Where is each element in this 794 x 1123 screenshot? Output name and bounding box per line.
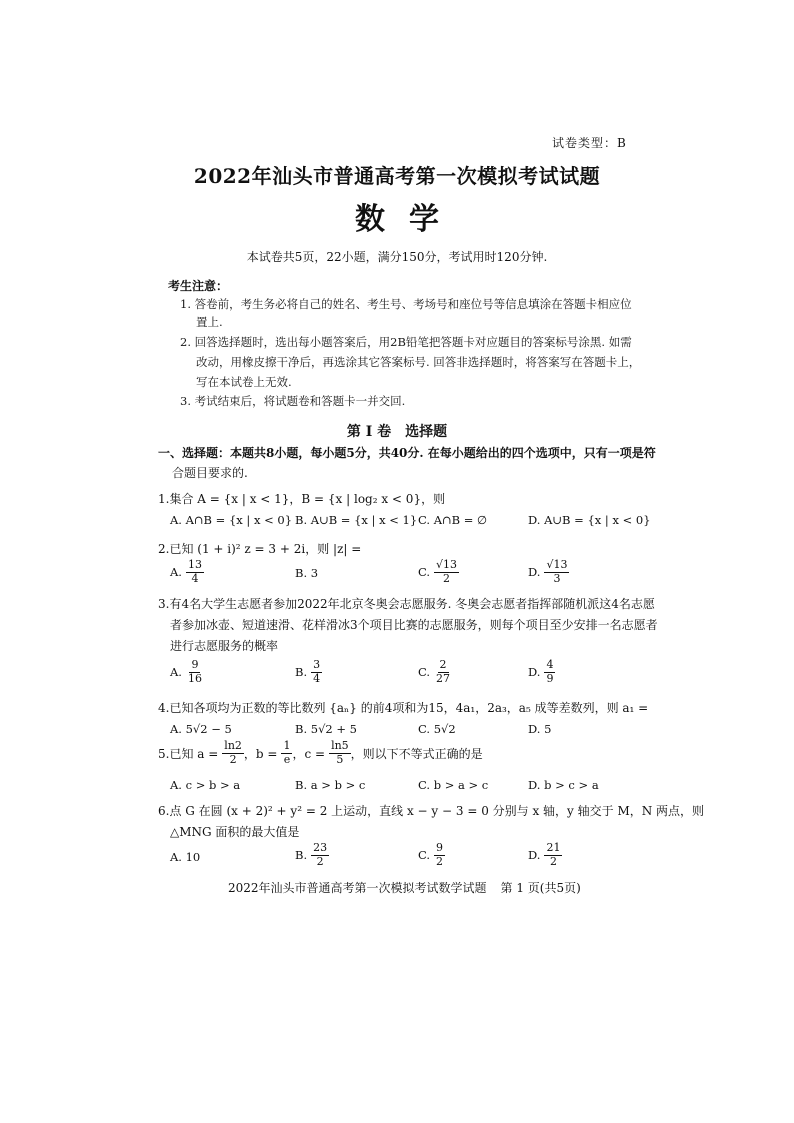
question-1-option-c: C. A∩B = ∅ (418, 513, 488, 527)
question-3-option-c: C. $\frac{2}{27}$ (418, 658, 451, 685)
question-3-option-b: B. $\frac{3}{4}$ (295, 658, 321, 685)
exam-title: 2022年汕头市普通高考第一次模拟考试试题 (193, 164, 601, 188)
notice-item: 2. 回答选择题时，选出每小题答案后，用2B铅笔把答题卡对应题目的答案标号涂黑. 如需 (180, 335, 632, 349)
question-4-option-a: A. 5√2 − 5 (170, 722, 232, 736)
part-instruction: 一、选择题：本题共8小题，每小题5分，共40分. 在每小题给出的四个选项中，只有一项是符 (158, 446, 656, 460)
question-5-stem: 5.已知 a = $\frac{\ln 2}{2}$ ，b = $\frac{1}{e}$ ，c = $\frac{\ln 5}{5}$ ，则以下不等式正确的是 (158, 739, 483, 766)
subject-title: 数学 (355, 202, 463, 237)
notice-item: 1. 答卷前，考生务必将自己的姓名、考生号、考场号和座位号等信息填涂在答题卡相应位 (180, 297, 632, 311)
notice-item: 改动，用橡皮擦干净后，再选涂其它答案标号. 回答非选择题时，将答案写在答题卡上， (196, 355, 641, 369)
footer-title: 2022年汕头市普通高考第一次模拟考试数学试题 (228, 881, 487, 895)
question-4-stem: 4.已知各项均为正数的等比数列 {aₙ} 的前4项和为15，4a₁，2a₃，a₅ 成等差数列，则 a₁ = (158, 701, 649, 715)
question-1-option-a: A. A∩B = {x | x < 0} (170, 513, 293, 527)
question-6-option-d: D. $\frac{21}{2}$ (528, 841, 561, 868)
question-2-option-c: C. $\frac{√13}{2}$ (418, 558, 458, 585)
question-2-option-b: B. 3 (295, 566, 319, 580)
question-1-option-d: D. A∪B = {x | x < 0} (528, 513, 651, 527)
paper-type: 试卷类型：B (552, 136, 627, 150)
question-3-stem: 3.有4名大学生志愿者参加2022年北京冬奥会志愿服务. 冬奥会志愿者指挥部随机派这4名志愿 (158, 597, 655, 611)
question-6-option-c: C. $\frac{9}{2}$ (418, 841, 444, 868)
question-1-option-b: B. A∪B = {x | x < 1} (295, 513, 418, 527)
question-6-option-a: A. 10 (170, 850, 201, 864)
question-6-stem: 6.点 G 在圆 (x + 2)² + y² = 2 上运动，直线 x − y − 3 = 0 分别与 x 轴，y 轴交于 M，N 两点，则 (158, 804, 705, 818)
question-5-option-d: D. b > c > a (528, 778, 599, 792)
notice-item: 3. 考试结束后，将试题卷和答题卡一并交回. (180, 394, 406, 408)
question-2-option-a: A. $\frac{13}{4}$ (170, 558, 202, 585)
question-2-stem: 2.已知 (1 + i)² z = 3 + 2i，则 |z| = (158, 542, 362, 556)
notice-item: 写在本试卷上无效. (196, 375, 292, 389)
question-1-stem: 1.集合 A = {x | x < 1}，B = {x | log₂ x < 0}，则 (158, 492, 446, 506)
question-5-option-c: C. b > a > c (418, 778, 489, 792)
question-2-option-d: D. $\frac{√13}{3}$ (528, 558, 568, 585)
notice-item: 置上. (196, 315, 223, 329)
question-5-option-b: B. a > b > c (295, 778, 366, 792)
notice-heading: 考生注意： (168, 279, 229, 293)
section-title: 第 I 卷 选择题 (346, 424, 448, 440)
question-6-stem: △MNG 面积的最大值是 (170, 825, 300, 839)
question-4-option-c: C. 5√2 (418, 722, 456, 736)
page-footer (228, 879, 581, 896)
question-6-option-b: B. $\frac{23}{2}$ (295, 841, 328, 868)
exam-intro: 本试卷共5页，22小题，满分150分，考试用时120分钟. (246, 250, 548, 264)
question-5-option-a: A. c > b > a (170, 778, 241, 792)
question-3-stem: 进行志愿服务的概率 (170, 639, 279, 653)
question-3-option-a: A. $\frac{9}{16}$ (170, 658, 202, 685)
question-4-option-b: B. 5√2 + 5 (295, 722, 357, 736)
footer-page-number: 第 1 页(共5页) (500, 881, 581, 895)
question-3-option-d: D. $\frac{4}{9}$ (528, 658, 554, 685)
part-instruction: 合题目要求的. (172, 466, 248, 480)
question-4-option-d: D. 5 (528, 722, 552, 736)
question-3-stem: 者参加冰壶、短道速滑、花样滑冰3个项目比赛的志愿服务，则每个项目至少安排一名志愿者 (170, 618, 658, 632)
